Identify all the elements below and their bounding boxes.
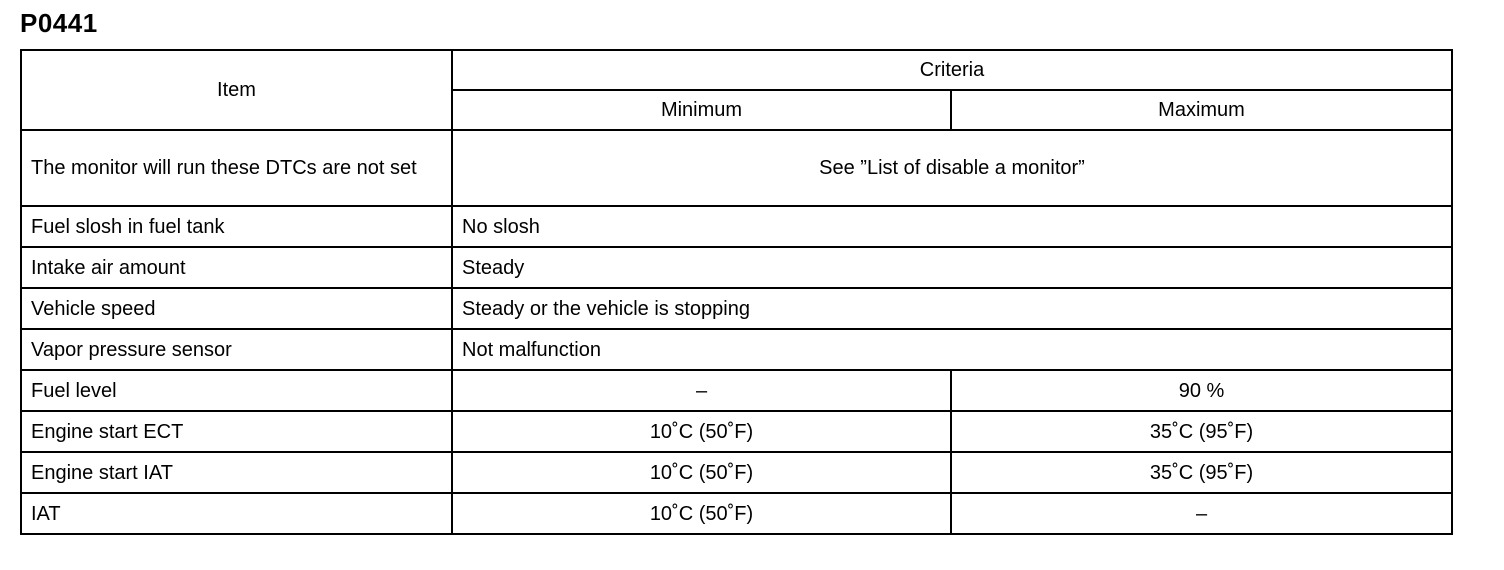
row-item: Vehicle speed <box>21 288 452 329</box>
row-item: Fuel slosh in fuel tank <box>21 206 452 247</box>
table-row <box>21 130 1452 206</box>
criteria-table <box>20 49 1453 535</box>
row-value: No slosh <box>452 206 1452 247</box>
table-row <box>21 370 1452 411</box>
row-item: Vapor pressure sensor <box>21 329 452 370</box>
row-max: – <box>951 493 1452 534</box>
row-max: 90 % <box>951 370 1452 411</box>
table-row <box>21 329 1452 370</box>
row-value: Steady or the vehicle is stopping <box>452 288 1452 329</box>
row-min: – <box>452 370 951 411</box>
row-min: 10˚C (50˚F) <box>452 452 951 493</box>
table-row <box>21 411 1452 452</box>
row-item: Fuel level <box>21 370 452 411</box>
table-row <box>21 452 1452 493</box>
row-max: 35˚C (95˚F) <box>951 452 1452 493</box>
row-item: IAT <box>21 493 452 534</box>
row-max: 35˚C (95˚F) <box>951 411 1452 452</box>
page-title: P0441 <box>20 8 98 38</box>
row-min: 10˚C (50˚F) <box>452 411 951 452</box>
header-minimum: Minimum <box>452 90 951 130</box>
row-value: See ”List of disable a monitor” <box>452 130 1452 206</box>
table-row <box>21 288 1452 329</box>
row-item: Engine start ECT <box>21 411 452 452</box>
row-item: The monitor will run these DTCs are not set <box>21 130 452 206</box>
header-maximum: Maximum <box>951 90 1452 130</box>
header-row <box>21 50 1452 90</box>
row-item: Engine start IAT <box>21 452 452 493</box>
table-row <box>21 206 1452 247</box>
row-min: 10˚C (50˚F) <box>452 493 951 534</box>
header-criteria: Criteria <box>452 50 1452 90</box>
table-row <box>21 247 1452 288</box>
row-value: Steady <box>452 247 1452 288</box>
row-item: Intake air amount <box>21 247 452 288</box>
row-value: Not malfunction <box>452 329 1452 370</box>
table-row <box>21 493 1452 534</box>
header-item: Item <box>21 50 452 130</box>
